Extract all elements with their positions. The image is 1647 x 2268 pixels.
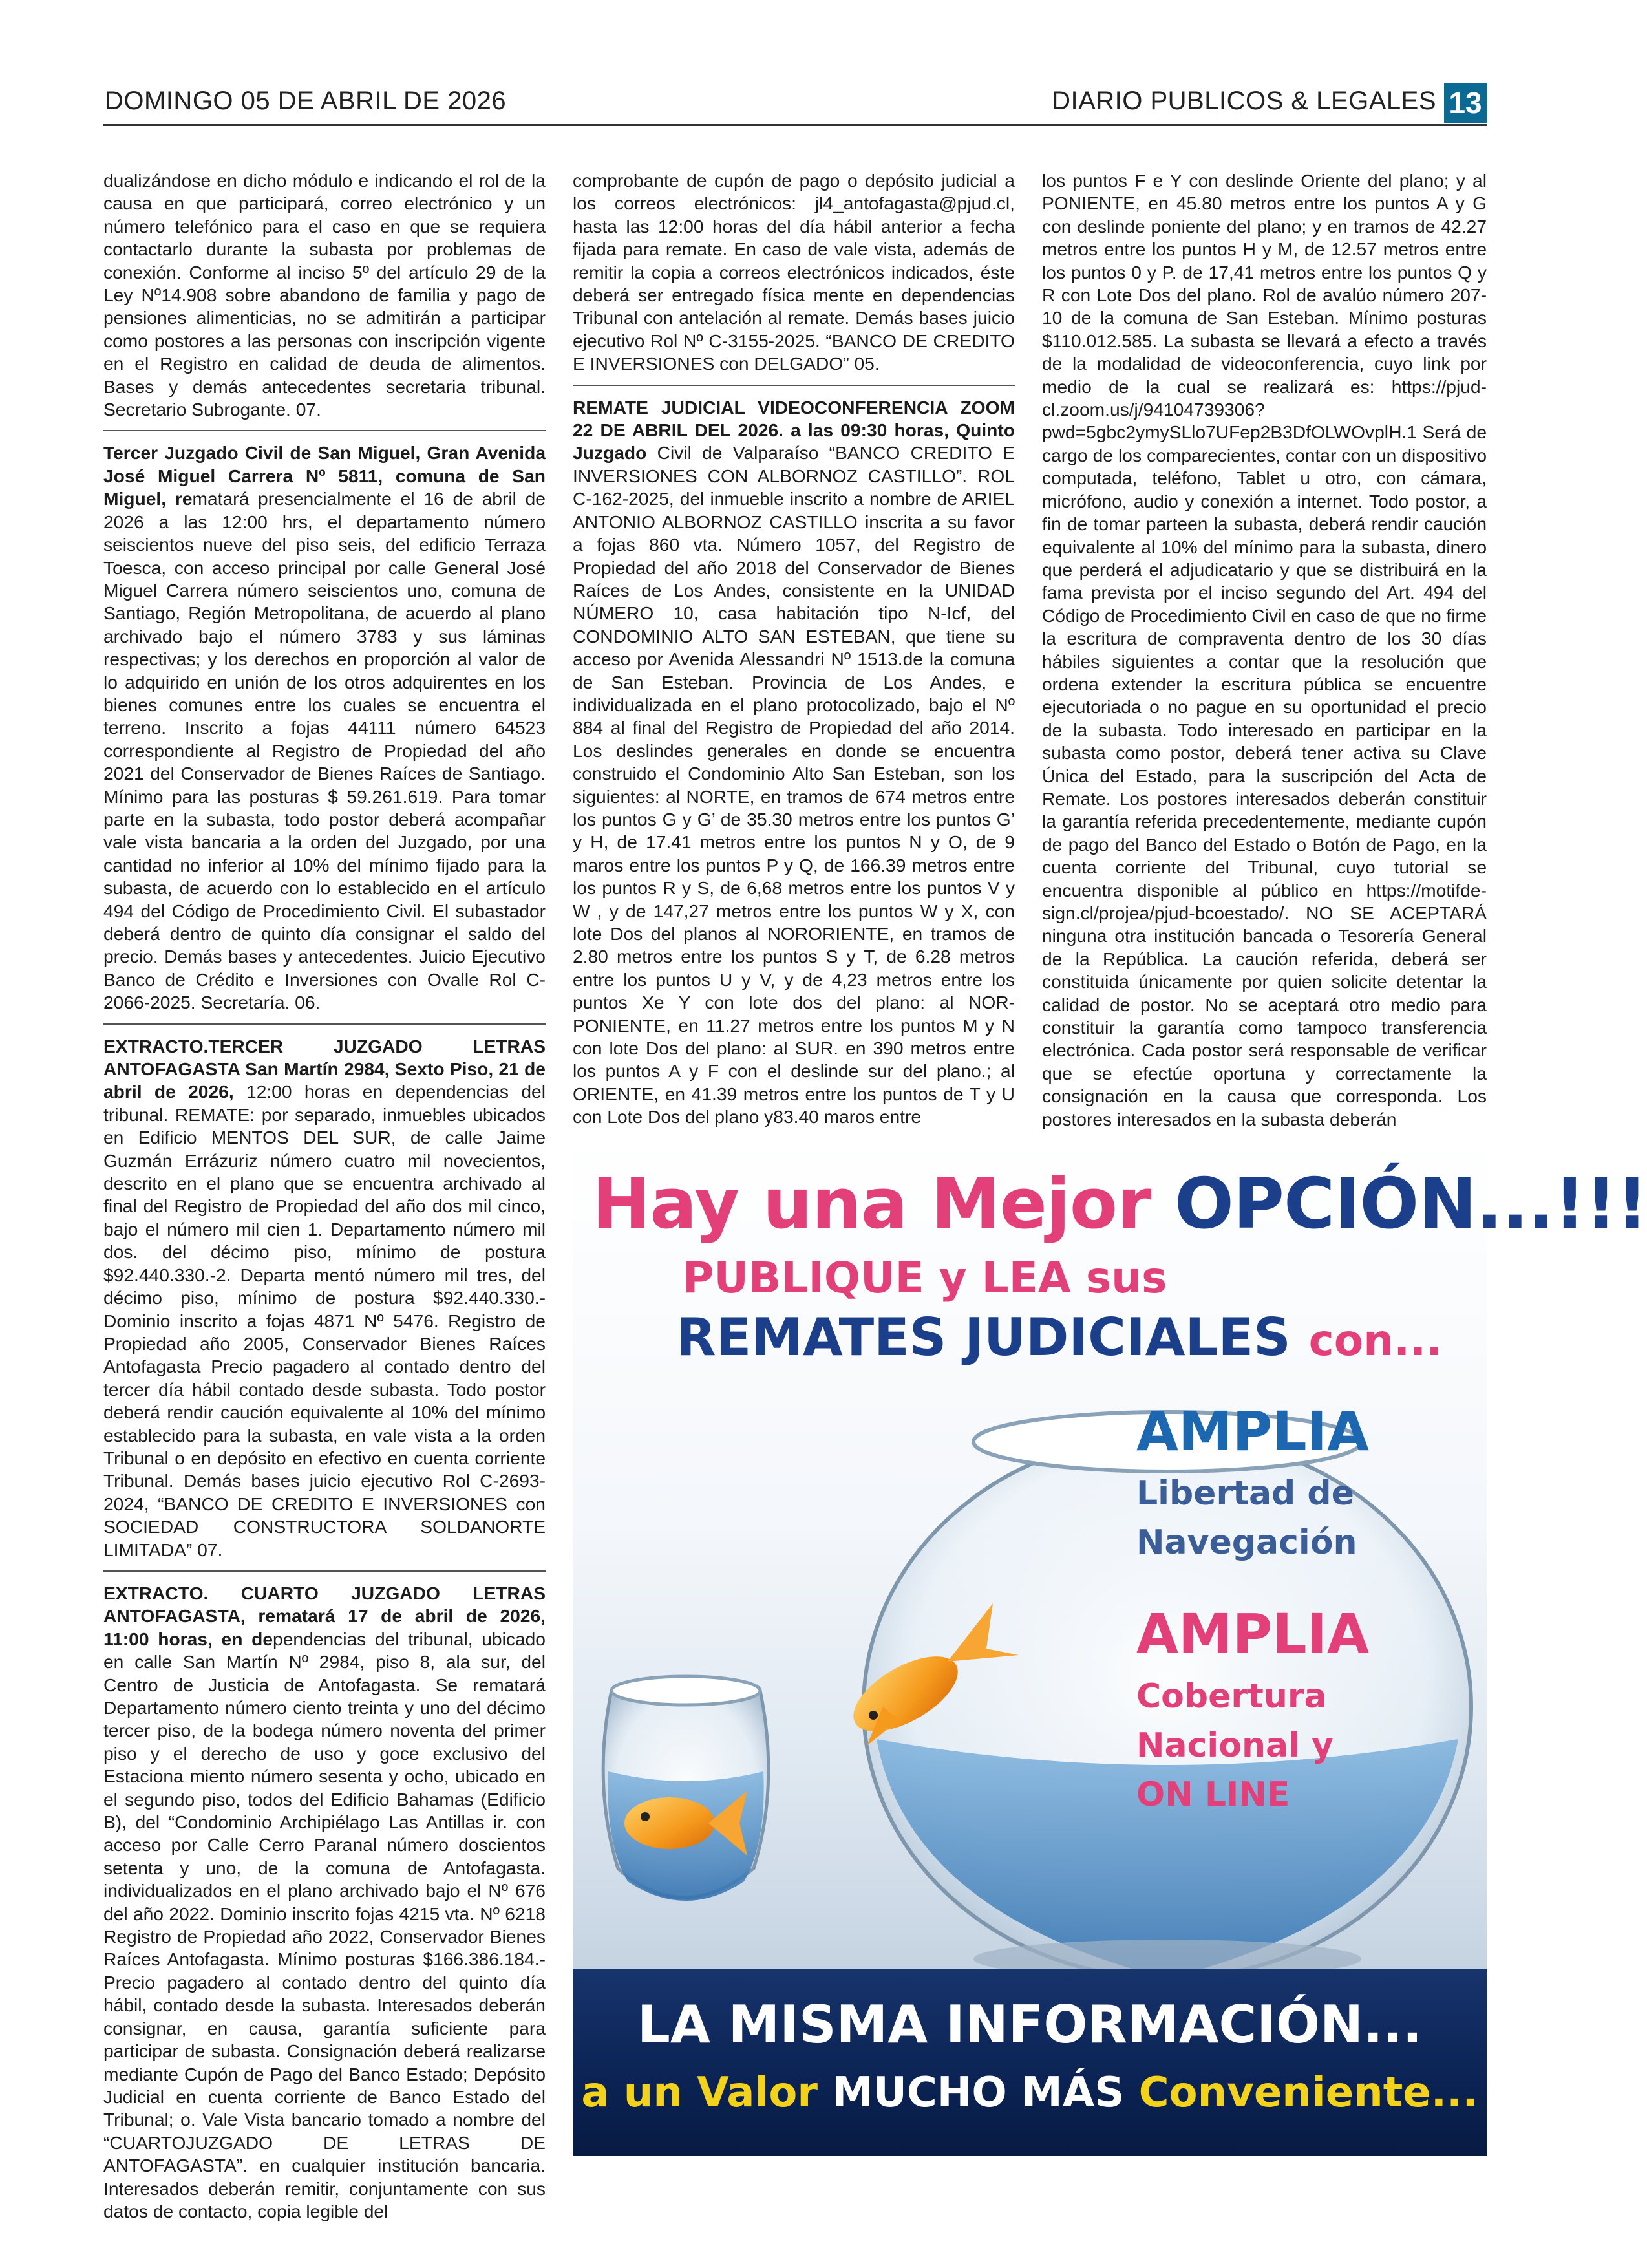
notice-tercer-juzgado-antofagasta bbox=[103, 1035, 546, 1561]
ad-banner-line2-part2: MUCHO MÁS bbox=[832, 2069, 1139, 2117]
column-2 bbox=[573, 169, 1015, 1128]
ad-subheadline-2-part1: REMATES JUDICIALES bbox=[676, 1307, 1309, 1367]
notice-lead: EXTRACTO.TERCER JUZGADO LETRAS ANTOFAGASTA San Martín 2984, Sexto Piso, 21 de abril de 2026, bbox=[103, 1035, 546, 1102]
notice-body: pendencias del tribunal, ubicado en calle San Martín Nº 2984, piso 8, ala sur, del Centro de Justicia de Antofagasta. Se rematará Departamento número ciento treinta y uno del décimo tercer piso, de la bodega número noventa del primer piso y el derecho de uso y goce exclusivo del Estaciona miento número sesenta y ocho, ubicado en el segundo piso, todos del Edificio Bahamas (Edificio B), del “Condominio Archipiélago Las Antillas ir. con acceso por Calle Cerro Paranal número doscientos setenta y uno, de la comuna de Antofagasta. individualizados en el plano archivado bajo el Nº 676 del año 2022. Dominio inscrito fojas 4215 vta. Nº 6218 Registro de Propiedad año 2022, Conservador Bienes Raíces Antofagasta. Mínimo posturas $166.386.184.- Precio pagadero al contado dentro del quinto día hábil, contado desde la subasta. Interesados deberán consignar, en causa, garantía suficiente para participar de subasta. Consignación deberá realizarse mediante Cupón de Pago del Banco Estado; Depósito Judicial en cuenta corriente de Banco Estado del Tribunal; o. Vale Vista bancario tomado a nombre del “CUARTOJUZGADO DE LETRAS DE ANTOFAGASTA”. en cualquier institución bancaria. Interesados deberán remitir, conjuntamente con sus datos de contacto, copia legible del bbox=[103, 1628, 546, 2221]
notice-continuation: comprobante de cupón de pago o depósito judicial a los correos electrónicos: jl4_antofagasta@pjud.cl, hasta las 12:00 horas del día hábil anterior a fecha fijada para remate. En caso de vale vista, además de remitir la copia a correos electrónicos indicados, éste deberá ser entregado física mente en dependencias Tribunal con antelación al remate. Demás bases juicio ejecutivo Rol Nº C-3155-2025. “BANCO DE CREDITO E INVERSIONES con DELGADO” 05. bbox=[573, 170, 1015, 374]
notice-cuarto-juzgado-antofagasta bbox=[103, 1582, 546, 2223]
ad-headline-part2: OPCIÓN...!!! bbox=[1174, 1164, 1647, 1245]
ad-amplia-2-line2: Nacional y bbox=[1136, 1726, 1334, 1765]
header-newspaper-title: DIARIO PUBLICOS & LEGALES bbox=[1052, 87, 1436, 115]
notice-divider bbox=[103, 1023, 546, 1025]
notice-remate-videoconferencia bbox=[573, 396, 1015, 1129]
notice-lead: EXTRACTO. CUARTO JUZGADO LETRAS ANTOFAGASTA, rematará 17 de abril de 2026, 11:00 horas, en de bbox=[103, 1582, 546, 1649]
ad-amplia-1-text bbox=[1136, 1469, 1357, 1567]
ad-amplia-2: AMPLIA bbox=[1136, 1602, 1369, 1665]
ad-subheadline: PUBLIQUE y LEA sus bbox=[683, 1253, 1167, 1303]
header-date: DOMINGO 05 DE ABRIL DE 2026 bbox=[105, 87, 507, 115]
ad-amplia-2-text bbox=[1136, 1672, 1334, 1819]
ad-banner-line2 bbox=[573, 2069, 1487, 2117]
ad-banner-line1: LA MISMA INFORMACIÓN... bbox=[637, 1995, 1423, 2055]
ad-amplia-1: AMPLIA bbox=[1136, 1400, 1369, 1463]
header-divider bbox=[103, 124, 1487, 126]
column-1 bbox=[103, 169, 546, 2238]
notice-lead: Tercer Juzgado Civil de San Miguel, Gran Avenida José Miguel Carrera Nº 5811, comuna de San Miguel, re bbox=[103, 442, 546, 509]
notice-san-miguel bbox=[103, 442, 546, 1014]
fishbowl-small-icon bbox=[603, 1676, 769, 1901]
ad-amplia-2-line3: ON LINE bbox=[1136, 1775, 1290, 1814]
ad-banner-line2-part3: Conveniente... bbox=[1138, 2069, 1478, 2117]
notice-divider bbox=[103, 430, 546, 431]
ad-subheadline-2-part2: con... bbox=[1308, 1316, 1443, 1365]
notice-continuation: los puntos F e Y con deslinde Oriente del plano; y al PONIENTE, en 45.80 metros entre los puntos A y G con deslinde poniente del plano; y en tramos de 42.27 metros entre los puntos H y M, de 12.57 metros entre los puntos 0 y P. de 17,41 metros entre los puntos Q y R con Lote Dos del plano. Rol de avalúo número 207-10 de la comuna de San Esteban. Mínimo posturas $110.012.585. La subasta se llevará a efecto a través de la modalidad de videoconferencia, cuyo link por medio de la cual se realizará es: https://pjud-cl.zoom.us/j/94104739306?pwd=5gbc2ymySLlo7UFep2B3DfOLWOvplH.1 Será de cargo de los comparecientes, contar con un dispositivo computada, teléfono, Tablet u otro, con cámara, micrófono, audio y conexión a internet. Todo postor, a fin de tomar parteen la subasta, deberá rendir caución equivalente al 10% del mínimo para la subasta, dinero que perderá el adjudicatario y que se distribuirá en la fama prevista por el inciso segundo del Art. 494 del Código de Procedimiento Civil en caso de que no firme la escritura de compraventa dentro de los 30 días hábiles siguientes a contar que la resolución que ordena extender la escritura pública se encuentre ejecutoriada o no pague en su oportunidad el precio de la subasta. Todo interesado en participar en la subasta como postor, deberá tener activa su Clave Única del Estado, para la suscripción del Acta de Remate. Los postores interesados deberán constituir la garantía referida precedentemente, mediante cupón de pago del Banco del Estado o Botón de Pago, en la cuenta corriente del Tribunal, cuyo tutorial se encuentra disponible al público en https://motifde-sign.cl/projea/pjud-bcoestado/. NO SE ACEPTARÁ ninguna otra institución bancada o Tesorería General de la República. La caución referida, deberá ser constituida únicamente por quien solicite detentar la calidad de postor. No se aceptará otro medio para constituir la garantía como tampoco transferencia electrónica. Cada postor será responsable de verificar que se efectúe oportuna y correctamente la consignación en la causa que corresponda. Los postores interesados en la subasta deberán bbox=[1042, 170, 1487, 1129]
ad-subheadline-2 bbox=[676, 1307, 1442, 1367]
notice-body: Civil de Valparaíso “BANCO CREDITO E INVERSIONES CON ALBORNOZ CASTILLO”. ROL C-162-2025, del inmueble inscrito a nombre de ARIEL ANTONIO ALBORNOZ CASTILLO inscrita a su favor a fojas 860 vta. Número 1057, del Registro de Propiedad del año 2018 del Conservador de Bienes Raíces de Los Andes, consistente en la UNIDAD NÚMERO 10, casa habitación tipo N-Icf, del CONDOMINIO ALTO SAN ESTEBAN, que tiene su acceso por Avenida Alessandri Nº 1513.de la comuna de San Esteban. Provincia de Los Andes, e individualizada en el plano protocolizado, bajo el Nº 884 al final del Registro de Propiedad del año 2014. Los deslindes generales en donde se encuentra construido el Condominio Alto San Esteban, son los siguientes: al NORTE, en tramos de 674 metros entre los puntos G y G’ de 35.30 metros entre los puntos G’ y H, de 17.41 metros entre los puntos N y O, de 9 maros entre los puntos P y Q, de 166.39 metros entre los puntos R y S, de 6,68 metros entre los puntos V y W , y de 147,27 metros entre los puntos W y X, con lote Dos del planos al NORORIENTE, en tramos de 2.80 metros entre los puntos S y T, de 6.28 metros entre los puntos U y V, y de 4,23 metros entre los puntos Xe Y con lote dos del plano: al NOR-PONIENTE, en 11.27 metros entre los puntos M y N con lote Dos del plano: al SUR. en 390 metros entre los puntos A y F con el deslinde sur del plano.; al ORIENTE, en 41.39 metros entre los puntos de T y U con Lote Dos del plano y83.40 maros entre bbox=[573, 442, 1015, 1128]
notice-continuation: dualizándose en dicho módulo e indicando el rol de la causa en que participará, correo electrónico y un número telefónico para el caso en que se requiera contactarlo durante la subasta por problemas de conexión. Conforme al inciso 5º del artículo 29 de la Ley Nº14.908 sobre abandono de familia y pago de pensiones alimenticias, no se admitirán a participar como postores a las personas con inscripción vigente en el Registro en calidad de deuda de alimentos. Bases y demás antecedentes secretaria tribunal. Secretario Subrogante. 07. bbox=[103, 170, 546, 420]
ad-banner-line2-part1: a un Valor bbox=[581, 2069, 833, 2117]
column-3 bbox=[1042, 169, 1487, 1129]
ad-amplia-1-line1: Libertad de bbox=[1136, 1474, 1354, 1513]
ad-headline-part1: Hay una Mejor bbox=[592, 1164, 1174, 1245]
notice-divider bbox=[573, 385, 1015, 386]
ad-amplia-2-line1: Cobertura bbox=[1136, 1677, 1327, 1716]
advertisement bbox=[573, 1138, 1647, 2156]
notice-body: 12:00 horas en dependencias del tribunal. REMATE: por separado, inmuebles ubicados en Edificio MENTOS DEL SUR, de calle Jaime Guzmán Errázuriz número cuatro mil novecientos, descrito en el plano que se encuentra archivado al final del Registro de Propiedad del año dos mil cinco, bajo el número mil cien 1. Departamento número mil dos. del décimo piso, mínimo de postura $92.440.330.-2. Departa mentó número mil tres, del décimo piso, mínimo de postura $92.440.330.- Dominio inscrito a fojas 4871 Nº 5476. Registro de Propiedad año 2005, Conservador Bienes Raíces Antofagasta Precio pagadero al contado dentro del tercer día hábil contado desde subasta. Todo postor deberá rendir caución equivalente al 10% del mínimo establecido para la subasta, en vale vista a la orden Tribunal o en depósito en efectivo en cuenta corriente Tribunal. Demás bases juicio ejecutivo Rol C-2693-2024, “BANCO DE CREDITO E INVERSIONES con SOCIEDAD CONSTRUCTORA SOLDANORTE LIMITADA” 07. bbox=[103, 1081, 546, 1560]
page-number: 13 bbox=[1444, 83, 1487, 123]
ad-headline bbox=[592, 1164, 1647, 1245]
notice-divider bbox=[103, 1570, 546, 1572]
ad-amplia-1-line2: Navegación bbox=[1136, 1523, 1357, 1562]
notice-lead: REMATE JUDICIAL VIDEOCONFERENCIA ZOOM 22 DE ABRIL DEL 2026. a las 09:30 horas, Quinto Juzgado bbox=[573, 396, 1015, 464]
notice-body: matará presencialmente el 16 de abril de 2026 a las 12:00 hrs, el departamento número seiscientos nueve del piso seis, del edificio Terraza Toesca, con acceso principal por calle General José Miguel Carrera número seiscientos uno, comuna de Santiago, Región Metropolitana, de acuerdo al plano archivado bajo el número 3783 y sus láminas respectivas; y los derechos en proporción al valor de lo adquirido en unión de los otros adquirentes en los bienes comunes entre los cuales se encuentra el terreno. Inscrito a fojas 44111 número 64523 correspondiente al Registro de Propiedad del año 2021 del Conservador de Bienes Raíces de Santiago. Mínimo para las posturas $ 59.261.619. Para tomar parte en la subasta, todo postor deberá acompañar vale vista bancaria a la orden del Juzgado, por una cantidad no inferior al 10% del mínimo fijado para la subasta, de acuerdo con lo establecido en el artículo 494 del Código de Procedimiento Civil. El subastador deberá dentro de quinto día consignar el saldo del precio. Demás bases y antecedentes. Juicio Ejecutivo Banco de Crédito e Inversiones con Ovalle Rol C-2066-2025. Secretaría. 06. bbox=[103, 488, 546, 1013]
page-header bbox=[103, 83, 1487, 125]
